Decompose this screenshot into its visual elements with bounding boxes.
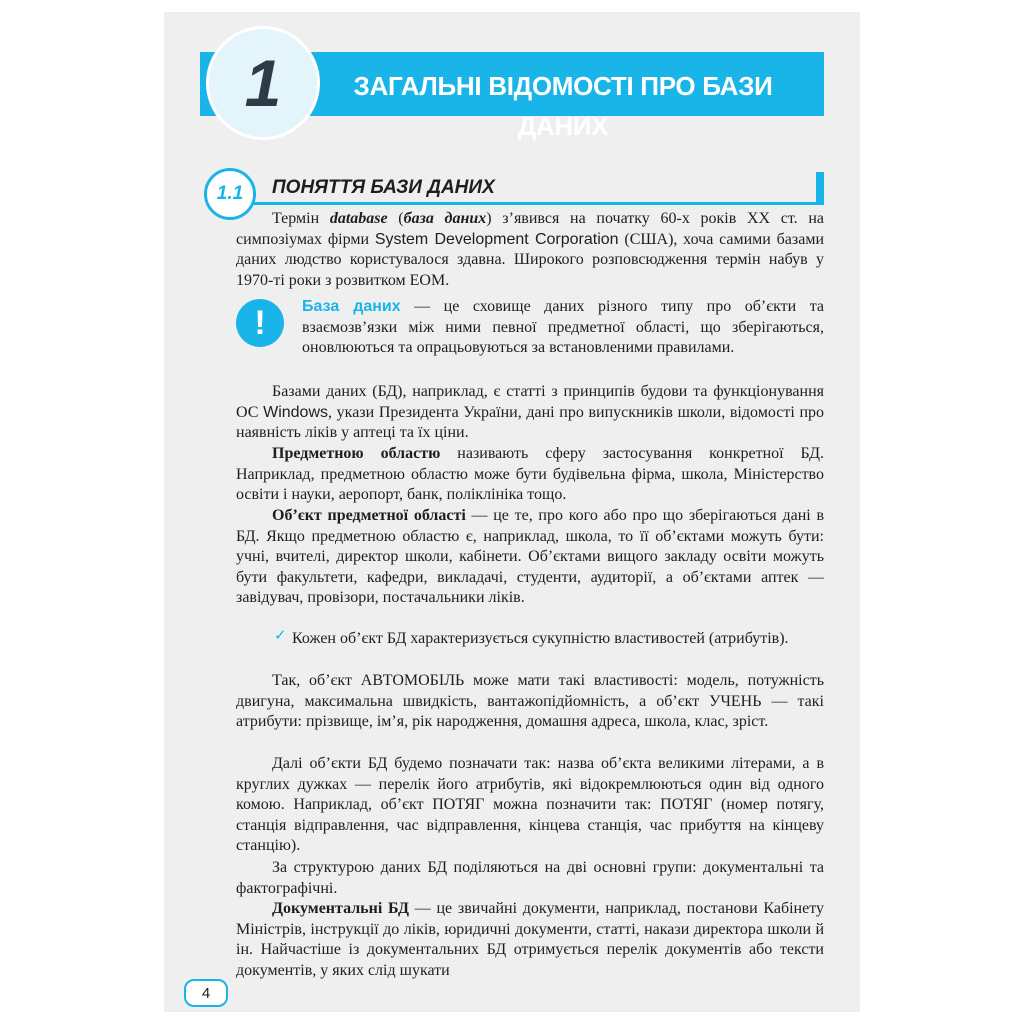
text-run: — це звичайні документи, наприклад, постанови Кабінету Міністрів, інструкції до ліків, юридичні документи, статті, накази директора школи й ін. Найчастіше із документальних БД отримується перелік документів або тексти документів, у яких слід шукати [236,900,824,979]
paragraph-notation: Далі об’єкти БД будемо позначати так: назва об’єкта великими літерами, а в круглих дужках — перелік його атрибутів, які відокремлюються один від одного комою. Наприклад, об’єкт ПОТЯГ можна позначити так: ПОТЯГ (номер потягу, станція відправлення, час відправлення, кінцева станція, час прибуття на кінцеву станцію). [236,755,824,855]
paragraph-intro [236,209,824,291]
text-run: (США), хоча самими базами даних людство користувалося здавна. Широкого розповсюдження термін набув у 1970-ті роки з розвитком ЕОМ. [236,230,825,289]
definition-text: — це сховище даних різного типу про об’єкти та взаємозв’язки між ними певної предметної області, що зберігаються, оновлюються та опрацьовуються за встановленими правилами. [302,298,825,357]
paragraph-subject-area [236,444,824,506]
exclamation-icon: ! [236,299,284,347]
paragraph-structure: За структурою даних БД поділяються на дві основні групи: документальні та фактографічні. [236,859,824,897]
term-database: database [329,210,388,227]
text-run: Базами даних (БД), наприклад, є статті з принципів будови та функціонування ОС [236,383,824,421]
page-number: 4 [184,979,228,1007]
paragraph-car-example: Так, об’єкт АВТОМОБІЛЬ може мати такі властивості: модель, потужність двигуна, максимальна швидкість, вантажопідйомність, а об’єкт УЧЕНЬ — такі атрибути: прізвище, ім’я, рік народження, домашня адреса, школа, клас, зріст. [236,672,824,731]
term-documental-db: Документальні БД [272,900,410,917]
text-run: , укази Президента України, дані про випускників школи, відомості про наявність ліків у аптеці та їх ціни. [236,403,825,442]
paragraph-object [236,506,824,609]
text-run: Термін [272,210,330,227]
paragraph-documental [236,899,824,981]
definition-block [302,297,824,359]
definition-term: База даних [302,298,401,315]
text-run: — це те, про кого або про що зберігаються дані в БД. Якщо предметною областю є, наприклад, школа, то її об’єктами можуть бути: учні, вчителі, директор школи, кабінети. Об’єктами вищого закладу освіти можуть бути факультети, кафедри, викладачі, студенти, аудиторії, а об’єктами аптек — завідувач, провізори, постачальники ліків. [236,507,825,607]
term-subject-area: Предметною областю [272,445,441,462]
checkmark-icon: ✓ [274,626,287,644]
text-run: називають сферу застосування конкретної БД. Наприклад, предметною областю може бути будівельна фірма, школа, Міністерство освіти і науки, аеропорт, банк, поліклініка тощо. [236,445,824,504]
textbook-page [164,12,860,1012]
section-title: ПОНЯТТЯ БАЗИ ДАНИХ [272,177,495,198]
company-name: System Development Corporation [374,230,619,248]
paragraph-examples [236,382,824,444]
text-run: ) з’явився на початку 60-х років XX ст. на симпозіумах фірми [236,210,824,248]
section-accent-bar [816,172,824,205]
section-number-badge: 1.1 [204,168,256,220]
chapter-number-badge: 1 [206,26,320,140]
bullet-attributes: Кожен об’єкт БД характеризується сукупністю властивостей (атрибутів). [292,630,789,647]
term-object: Об’єкт предметної області [272,507,466,524]
term-database-ua: база даних [403,210,487,227]
text-run: ( [387,210,404,227]
os-name: Windows [263,403,328,421]
chapter-title: ЗАГАЛЬНІ ВІДОМОСТІ ПРО БАЗИ ДАНИХ [353,71,773,141]
